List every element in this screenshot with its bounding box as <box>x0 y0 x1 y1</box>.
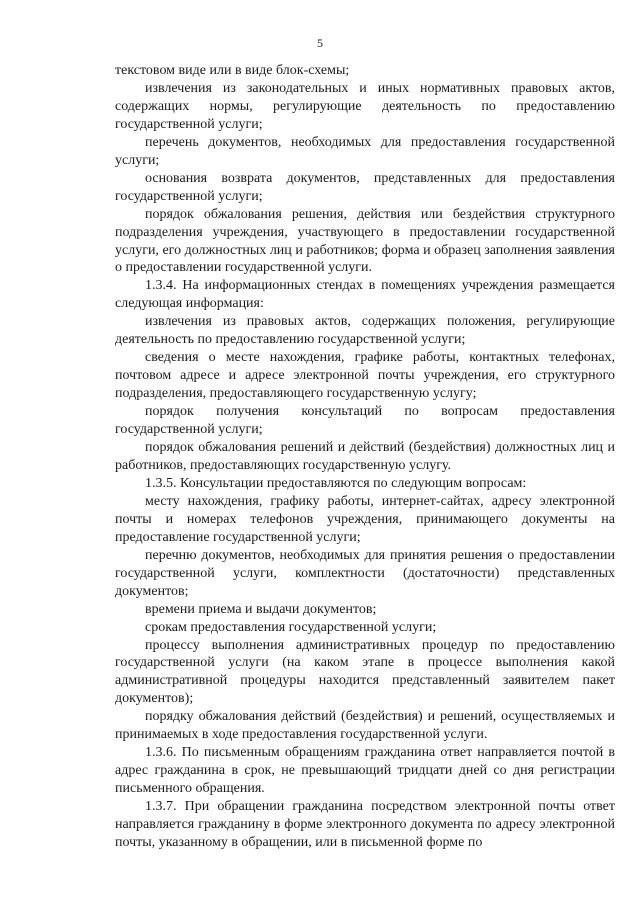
paragraph: извлечения из законодательных и иных нормативных правовых актов, содержащих нормы, регулирующие деятельность по предоставлению государственной услуги; <box>115 80 615 132</box>
paragraph: процессу выполнения административных процедур по предоставлению государственной услуги (на каком этапе в процессе выполнения какой административной процедуры находится представленный заявителем пакет документов); <box>115 637 615 707</box>
paragraph: 1.3.6. По письменным обращениям гражданина ответ направляется почтой в адрес гражданина в срок, не превышающий тридцати дней со дня регистрации письменного обращения. <box>115 745 615 797</box>
paragraph: месту нахождения, графику работы, интернет-сайтах, адресу электронной почты и номерах телефонов учреждения, принимающего документы на предоставление государственной услуги; <box>115 493 615 545</box>
paragraph: текстовом виде или в виде блок-схемы; <box>115 63 350 78</box>
paragraph: 1.3.5. Консультации предоставляются по следующим вопросам: <box>145 475 527 491</box>
paragraph: 1.3.4. На информационных стендах в помещениях учреждения размещается следующая информация: <box>115 278 615 312</box>
paragraph: извлечения из правовых актов, содержащих положения, регулирующие деятельность по предоставлению государственной услуги; <box>115 314 615 348</box>
page-number: 5 <box>317 36 323 50</box>
paragraph: порядок обжалования решения, действия или бездействия структурного подразделения учреждения, участвующего в предоставлении государственной услуги, его должностных лиц и работников; форма и образец заполнения заявления о предоставлении государственной услуги. <box>115 206 615 276</box>
paragraph: времени приема и выдачи документов; <box>145 601 377 617</box>
paragraph: порядок получения консультаций по вопросам предоставления государственной услуги; <box>115 404 615 438</box>
paragraph: перечню документов, необходимых для принятия решения о предоставлении государственной услуги, комплектности (достаточности) представленных документов; <box>115 547 615 599</box>
document-body <box>115 62 615 852</box>
paragraph: срокам предоставления государственной услуги; <box>145 619 437 635</box>
paragraph: порядку обжалования действий (бездействия) и решений, осуществляемых и принимаемых в ходе предоставления государственной услуги. <box>115 709 615 743</box>
paragraph: перечень документов, необходимых для предоставления государственной услуги; <box>115 134 615 168</box>
paragraph: 1.3.7. При обращении гражданина посредством электронной почты ответ направляется гражданину в форме электронного документа по адресу электронной почты, указанному в обращении, или в письменной форме по <box>115 799 615 850</box>
paragraph: порядок обжалования решений и действий (бездействия) должностных лиц и работников, предоставляющих государственную услугу. <box>115 440 615 473</box>
paragraph: основания возврата документов, представленных для предоставления государственной услуги; <box>115 170 615 204</box>
paragraph: сведения о месте нахождения, графике работы, контактных телефонах, почтовом адресе и адресе электронной почты учреждения, его структурного подразделения, предоставляющего государственную услугу; <box>115 350 615 402</box>
